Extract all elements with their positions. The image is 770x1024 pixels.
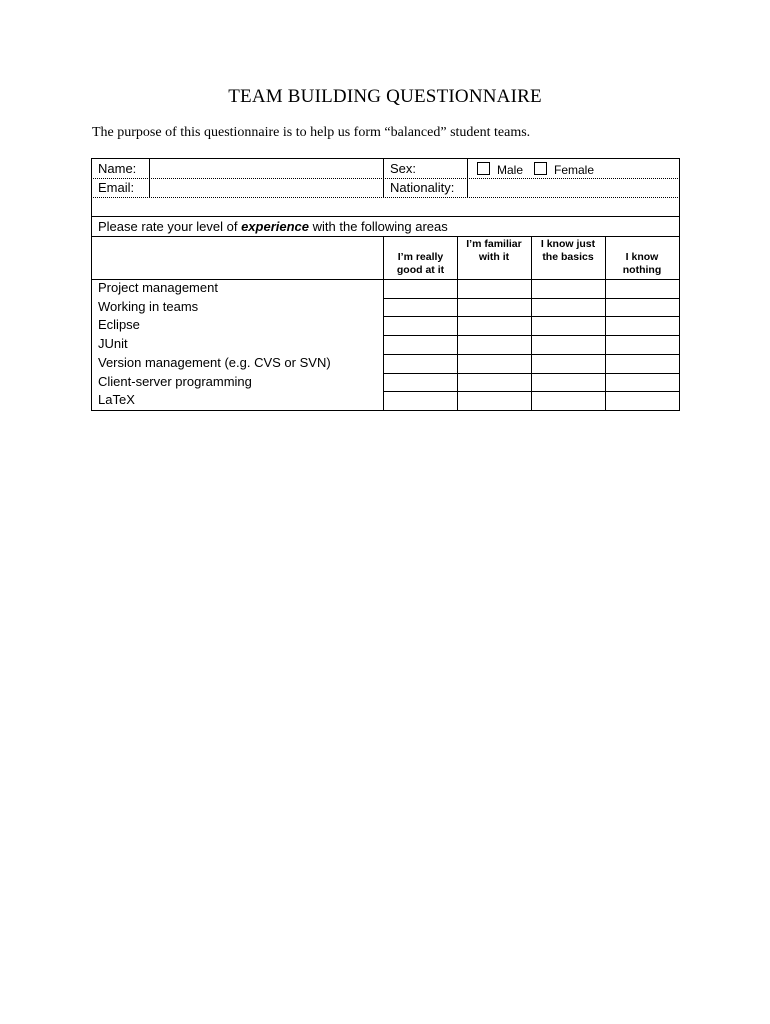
rating-cell[interactable] bbox=[384, 299, 457, 317]
area-label: Eclipse bbox=[98, 317, 140, 333]
rating-cell[interactable] bbox=[532, 317, 605, 335]
row-divider bbox=[383, 391, 680, 392]
nationality-label: Nationality: bbox=[390, 180, 455, 195]
rating-cell[interactable] bbox=[458, 317, 531, 335]
rating-cell[interactable] bbox=[384, 317, 457, 335]
row-divider bbox=[91, 197, 680, 198]
rating-cell[interactable] bbox=[458, 392, 531, 410]
column-header-basics: I know just the basics bbox=[540, 238, 596, 263]
rating-cell[interactable] bbox=[458, 299, 531, 317]
area-label: JUnit bbox=[98, 336, 128, 352]
rating-cell[interactable] bbox=[384, 355, 457, 373]
rating-cell[interactable] bbox=[384, 280, 457, 298]
male-checkbox[interactable] bbox=[477, 162, 490, 175]
rating-cell[interactable] bbox=[458, 336, 531, 354]
rating-cell[interactable] bbox=[384, 374, 457, 392]
row-divider bbox=[383, 373, 680, 374]
rating-prompt-emphasis: experience bbox=[241, 219, 310, 234]
rating-cell[interactable] bbox=[532, 355, 605, 373]
name-label: Name: bbox=[98, 161, 137, 176]
document-title: TEAM BUILDING QUESTIONNAIRE bbox=[228, 86, 542, 107]
col-divider bbox=[149, 158, 150, 197]
intro-text: The purpose of this questionnaire is to help us form “balanced” student teams. bbox=[92, 125, 531, 140]
rating-cell[interactable] bbox=[384, 336, 457, 354]
row-divider bbox=[91, 236, 680, 237]
rating-cell[interactable] bbox=[606, 280, 679, 298]
rating-cell[interactable] bbox=[606, 317, 679, 335]
area-label: Project management bbox=[98, 280, 218, 295]
column-header-familiar: I’m familiar with it bbox=[466, 238, 522, 263]
rating-prompt bbox=[98, 219, 448, 235]
rating-prompt-end: with the following areas bbox=[309, 219, 448, 234]
row-divider bbox=[91, 216, 680, 217]
column-header-nothing: I know nothing bbox=[622, 251, 662, 276]
rating-cell[interactable] bbox=[532, 374, 605, 392]
email-field[interactable] bbox=[151, 179, 381, 196]
male-label: Male bbox=[497, 163, 524, 177]
table-top-border bbox=[91, 158, 680, 159]
rating-cell[interactable] bbox=[384, 392, 457, 410]
row-divider bbox=[383, 335, 680, 336]
sex-label: Sex: bbox=[390, 161, 417, 176]
female-label: Female bbox=[554, 163, 595, 177]
row-divider bbox=[383, 354, 680, 355]
rating-cell[interactable] bbox=[532, 280, 605, 298]
rating-cell[interactable] bbox=[458, 355, 531, 373]
row-divider bbox=[383, 298, 680, 299]
name-field[interactable] bbox=[151, 160, 381, 177]
rating-cell[interactable] bbox=[532, 336, 605, 354]
area-label: Client-server programming bbox=[98, 373, 252, 389]
email-label: Email: bbox=[98, 180, 135, 195]
female-checkbox[interactable] bbox=[534, 162, 547, 175]
area-label: Working in teams bbox=[98, 298, 199, 314]
area-label: LaTeX bbox=[98, 392, 135, 408]
column-header-really-good: I’m really good at it bbox=[396, 251, 445, 276]
table-bottom-border bbox=[91, 410, 680, 411]
rating-cell[interactable] bbox=[606, 392, 679, 410]
col-divider bbox=[383, 158, 384, 197]
rating-cell[interactable] bbox=[532, 299, 605, 317]
rating-cell[interactable] bbox=[606, 355, 679, 373]
rating-cell[interactable] bbox=[458, 280, 531, 298]
rating-cell[interactable] bbox=[606, 299, 679, 317]
rating-cell[interactable] bbox=[532, 392, 605, 410]
rating-cell[interactable] bbox=[458, 374, 531, 392]
rating-cell[interactable] bbox=[606, 374, 679, 392]
area-label: Version management (e.g. CVS or SVN) bbox=[98, 354, 331, 370]
rating-prompt-start: Please rate your level of bbox=[98, 219, 242, 234]
table-left-border bbox=[91, 158, 92, 410]
rating-cell[interactable] bbox=[606, 336, 679, 354]
nationality-field[interactable] bbox=[469, 179, 677, 196]
row-divider bbox=[383, 316, 680, 317]
col-divider bbox=[467, 158, 468, 197]
